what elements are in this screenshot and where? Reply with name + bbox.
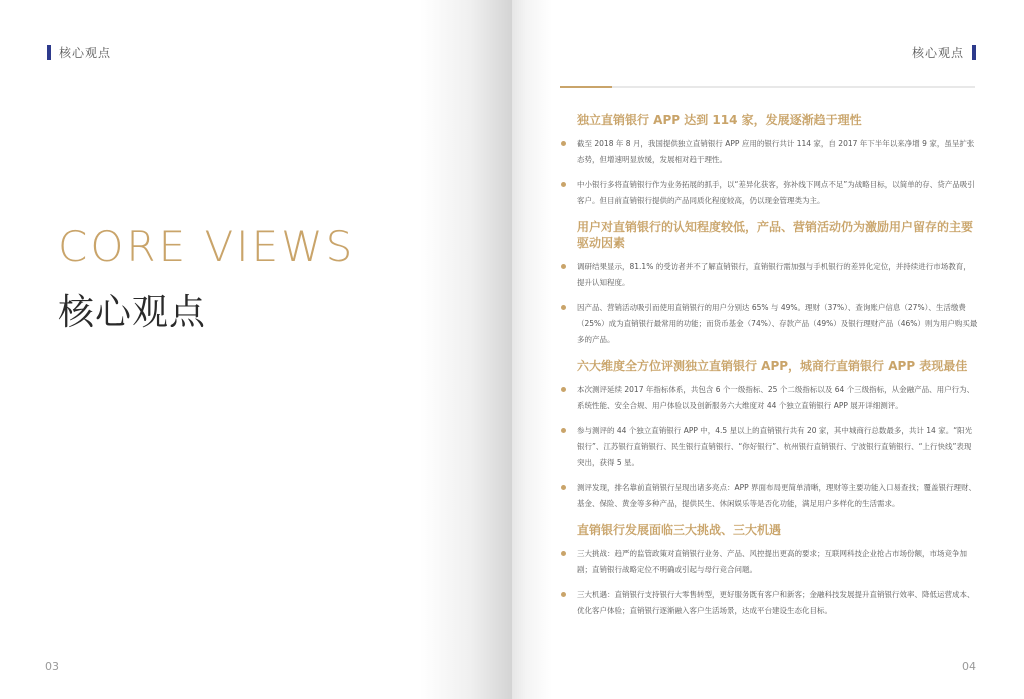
bullet-item [560,546,978,578]
left-header-label: 核心观点 [59,45,112,60]
header-accent-bar [972,45,976,60]
bullet-text: 因产品、营销活动吸引而使用直销银行的用户分别达 65% 与 49%。理财（37%）、查询账户信息（27%）、生活缴费（25%）成为直销银行最常用的功能；而货币基金（74%）、存款产品（49%）及银行理财产品（46%）则为用户购买最多的产品。 [577,303,978,344]
title-chinese: 核心观点 [58,292,207,333]
bullet-item [560,480,978,512]
bullet-item [560,382,978,414]
right-page-header [912,44,976,60]
left-page-number: 03 [45,660,59,673]
bullet-text: 截至 2018 年 8 月，我国提供独立直销银行 APP 应用的银行共计 114 家，自 2017 年下半年以来净增 9 家，虽呈扩张态势，但增速明显放缓，发展相对趋于理性。 [577,139,975,164]
bullet-text: 测评发现，排名靠前直销银行呈现出诸多亮点：APP 界面布局更简单清晰，理财等主要功能入口易查找；覆盖银行理财、基金、保险、黄金等多种产品，提供民生、休闲娱乐等是否化功能，满足用户多样化的生活需求。 [577,483,977,508]
section [560,112,978,209]
left-page-header [47,44,111,60]
bullet-dot-icon [561,428,566,433]
bullet-text: 调研结果显示，81.1% 的受访者并不了解直销银行，直销银行需加强与手机银行的差异化定位，并持续进行市场教育，提升认知程度。 [577,262,971,287]
right-header-label: 核心观点 [911,45,964,60]
title-english: CORE VIEWS [58,222,356,271]
bullet-dot-icon [561,387,566,392]
bullet-text: 三大挑战：趋严的监管政策对直销银行业务、产品、风控提出更高的要求；互联网科技企业抢占市场份额，市场竞争加剧；直销银行战略定位不明确或引起与母行竞合问题。 [577,549,967,574]
bullet-item [560,177,978,209]
bullet-item [560,136,978,168]
bullet-dot-icon [561,182,566,187]
section-title: 直销银行发展面临三大挑战、三大机遇 [577,523,782,537]
section [560,522,978,619]
bullet-list [560,546,978,619]
section [560,358,978,512]
bullet-item [560,259,978,291]
bullet-list [560,382,978,512]
bullet-text: 参与测评的 44 个独立直销银行 APP 中，4.5 星以上的直销银行共有 20 家，其中城商行总数最多，共计 14 家。“阳光银行”、江苏银行直销银行、民生银行直销银行、“你好银行”、杭州银行直销银行、宁波银行直销银行、“上行快线”表现突出，获得 5 星。 [577,426,973,467]
bullet-text: 中小银行多将直销银行作为业务拓展的抓手，以“差异化获客，弥补线下网点不足”为战略目标，以简单的存、贷产品吸引客户。但目前直销银行提供的产品同质化程度较高，仍以现金管理类为主。 [577,180,975,205]
bullet-list [560,136,978,209]
section-divider-rule [560,86,975,88]
section-title: 独立直销银行 APP 达到 114 家，发展逐渐趋于理性 [577,113,862,127]
bullet-text: 三大机遇：直销银行支持银行大零售转型，更好服务既有客户和新客；金融科技发展提升直销银行效率、降低运营成本、优化客户体验；直销银行逐渐融入客户生活场景，达成平台建设生态化目标。 [577,590,975,615]
section-title: 用户对直销银行的认知程度较低，产品、营销活动仍为激励用户留存的主要驱动因素 [577,220,974,250]
bullet-item [560,300,978,348]
bullet-item [560,587,978,619]
bullet-dot-icon [561,485,566,490]
bullet-dot-icon [561,141,566,146]
bullet-dot-icon [561,305,566,310]
section-title: 六大维度全方位评测独立直销银行 APP，城商行直销银行 APP 表现最佳 [577,359,968,373]
right-page-number: 04 [962,660,976,673]
bullet-dot-icon [561,264,566,269]
bullet-item [560,423,978,471]
core-views-content [560,112,978,629]
bullet-text: 本次测评延续 2017 年指标体系，共包含 6 个一级指标、25 个二级指标以及 64 个三级指标，从金融产品、用户行为、系统性能、安全合规、用户体验以及创新服务六大维度对 44 个独立直销银行 APP 展开详细测评。 [577,385,975,410]
bullet-list [560,259,978,348]
bullet-dot-icon [561,551,566,556]
section [560,219,978,348]
bullet-dot-icon [561,592,566,597]
header-accent-bar [47,45,51,60]
